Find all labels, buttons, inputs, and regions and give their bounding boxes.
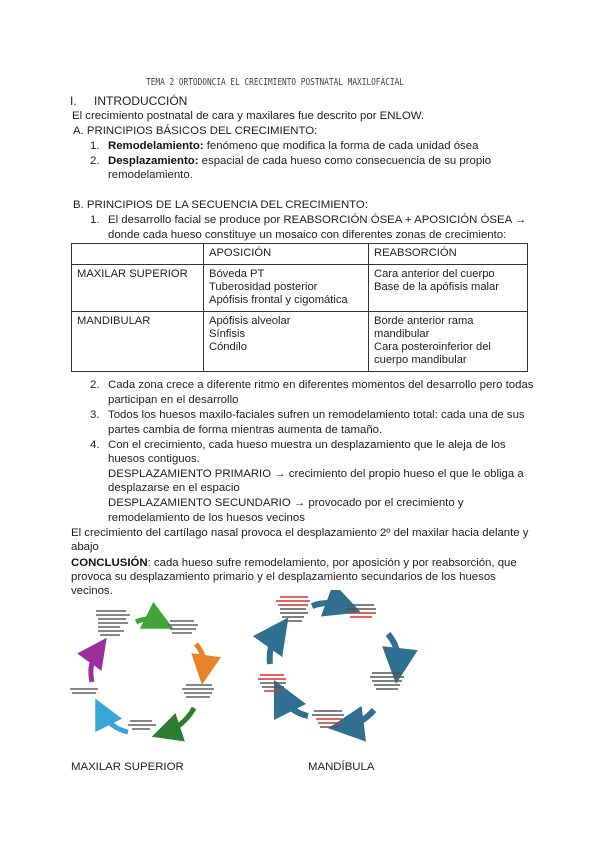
list-text: El desarrollo facial se produce por REABSORCIÓN ÓSEA + APOSICIÓN ÓSEA → (108, 214, 527, 226)
list-item-desplazamiento (90, 154, 491, 169)
section-number: I. (70, 94, 77, 108)
term-remodelamiento: Remodelamiento: (108, 140, 204, 152)
nasal-paragraph-cont: abajo (71, 541, 99, 553)
cycle-node-text (258, 596, 404, 728)
list-item-4 (90, 438, 506, 453)
table-cell-reabsorcion (369, 265, 528, 312)
conclusion-label: CONCLUSIÓN (71, 557, 148, 569)
table-header-cell: REABSORCIÓN (369, 244, 528, 265)
list-item-remodelamiento (90, 139, 478, 154)
arrow-green (136, 619, 160, 622)
list-continuation: remodelamiento de los huesos vecinos (108, 512, 305, 524)
list-text: Cada zona crece a diferente ritmo en diferentes momentos del desarrollo pero todas (108, 379, 534, 391)
cell-line: mandibular (374, 328, 430, 340)
definition-text: espacial de cada hueso como consecuencia de su propio (198, 155, 492, 167)
list-continuation: remodelamiento. (108, 169, 193, 181)
intro-paragraph: El crecimiento postnatal de cara y maxilares fue descrito por ENLOW. (72, 110, 424, 122)
maxilar-cycle-diagram (68, 600, 258, 750)
list-continuation: desplazarse en el espacio (108, 482, 240, 494)
list-text: Con el crecimiento, cada hueso muestra un desplazamiento que le aleja de los (108, 439, 506, 451)
desplazamiento-primario: DESPLAZAMIENTO PRIMARIO → crecimiento del propio hueso el que le obliga a (108, 468, 524, 480)
crecimiento-table (71, 243, 528, 372)
caption-mandibula: MANDÍBULA (308, 761, 375, 773)
list-number: 1. (90, 214, 100, 226)
cell-line: Cara anterior del cuerpo (374, 268, 495, 280)
table-cell-label: MAXILAR SUPERIOR (72, 265, 204, 312)
desplazamiento-secundario: DESPLAZAMIENTO SECUNDARIO → provocado por el crecimiento y (108, 497, 464, 509)
cell-line: Cóndilo (209, 341, 247, 353)
principios-basicos-heading: A. PRINCIPIOS BÁSICOS DEL CRECIMIENTO: (73, 125, 318, 137)
cell-line: cuerpo mandibular (374, 354, 467, 366)
cell-line: Borde anterior rama (374, 315, 474, 327)
cell-line: Bóveda PT (209, 268, 265, 280)
arrow-teal-left (270, 632, 278, 664)
cell-line: Apófisis alveolar (209, 315, 291, 327)
list-item-2 (90, 378, 534, 393)
arrow-orange (196, 644, 204, 670)
list-item-1 (90, 213, 526, 228)
arrow-teal-bottomleft (282, 696, 308, 716)
list-continuation: participan en el desarrollo (108, 394, 239, 406)
table-cell-aposicion (204, 312, 369, 372)
page-title: TEMA 2 ORTODONCIA EL CRECIMIENTO POSTNATAL MAXILOFACIAL (146, 77, 404, 88)
conclusion-paragraph (71, 556, 517, 571)
arrow-teal-bottomright (346, 710, 374, 726)
principios-secuencia-heading: B. PRINCIPIOS DE LA SECUENCIA DEL CRECIMIENTO: (73, 199, 368, 211)
list-number: 4. (90, 439, 100, 451)
list-number: 2. (90, 379, 100, 391)
conclusion-cont: provoca su desplazamiento primario y el desplazamiento secundarios de los huesos (71, 571, 496, 583)
table-header-row (72, 244, 528, 265)
definition-text: fenómeno que modifica la forma de cada unidad ósea (203, 140, 479, 152)
arrow-darkgreen (166, 708, 194, 732)
cell-line: Tuberosidad posterior (209, 281, 318, 293)
term-desplazamiento: Desplazamiento: (108, 155, 199, 167)
section-heading-text: INTRODUCCIÓN (94, 94, 188, 108)
table-row (72, 312, 528, 372)
arrow-purple (91, 650, 98, 682)
table-cell-label: MANDIBULAR (72, 312, 204, 372)
table-cell-reabsorcion (369, 312, 528, 372)
table-header-cell: APOSICIÓN (204, 244, 369, 265)
list-number: 3. (90, 409, 100, 421)
list-continuation: partes cambia de forma mientras aumenta de tamaño. (108, 424, 383, 436)
list-text: Todos los huesos maxilo-faciales sufren un remodelamiento total: cada una de sus (108, 409, 525, 421)
caption-maxilar-superior: MAXILAR SUPERIOR (71, 761, 184, 773)
mandibula-cycle-diagram (250, 590, 430, 750)
conclusion-cont: vecinos. (71, 585, 113, 597)
cell-line: Sínfisis (209, 328, 246, 340)
arrow-teal-right (388, 634, 398, 666)
list-continuation: huesos contiguos. (108, 453, 200, 465)
table-header-cell (72, 244, 204, 265)
table-row (72, 265, 528, 312)
conclusion-text: : cada hueso sufre remodelamiento, por aposición y por reabsorción, que (147, 557, 517, 569)
cell-line: Cara posteroinferior del (374, 341, 491, 353)
section-introduccion-heading (70, 94, 187, 109)
arrow-teal-top (312, 603, 344, 606)
list-continuation: donde cada hueso constituye un mosaico con diferentes zonas de crecimiento: (108, 229, 507, 241)
cell-line: Apófisis frontal y cigomática (209, 294, 348, 306)
cell-line: Base de la apófisis malar (374, 281, 499, 293)
nasal-paragraph: El crecimiento del cartílago nasal provoca el desplazamiento 2º del maxilar hacia delante y (71, 527, 529, 539)
arrow-cyan (102, 712, 128, 732)
list-item-3 (90, 408, 525, 423)
table-cell-aposicion (204, 265, 369, 312)
list-number: 1. (90, 140, 100, 152)
list-number: 2. (90, 155, 100, 167)
